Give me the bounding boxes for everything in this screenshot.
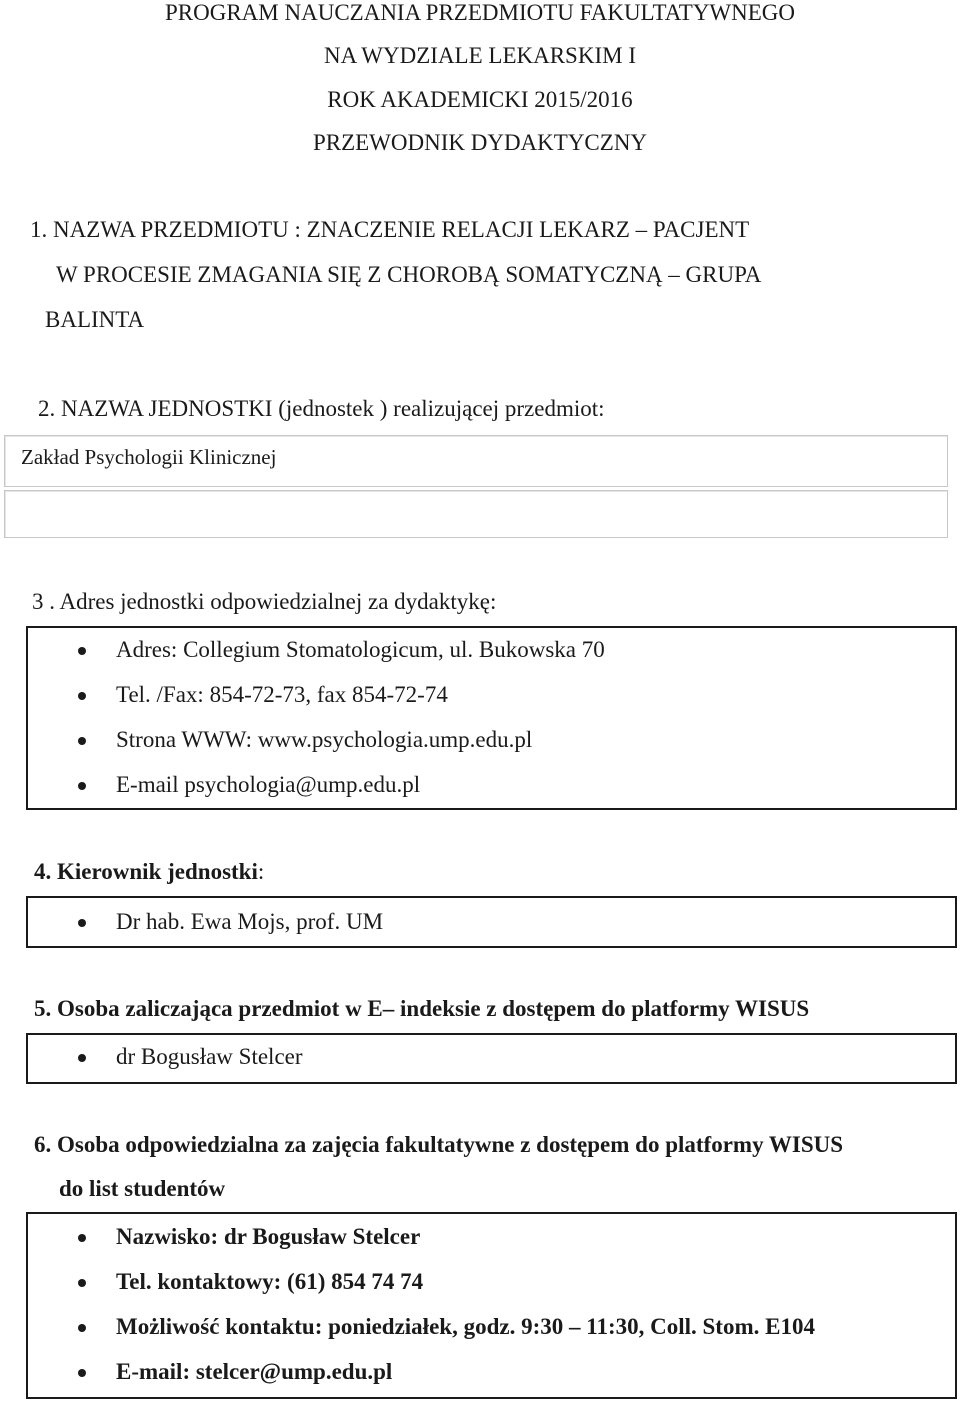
contact-email: E-mail: stelcer@ump.edu.pl bbox=[116, 1359, 393, 1384]
website-text: Strona WWW: www.psychologia.ump.edu.pl bbox=[116, 727, 533, 752]
email-text: E-mail psychologia@ump.edu.pl bbox=[116, 772, 421, 797]
responsible-person-box bbox=[26, 1212, 957, 1399]
address-heading: 3 . Adres jednostki odpowiedzialnej za dydaktykę: bbox=[32, 589, 497, 614]
bullet-icon bbox=[78, 1234, 86, 1242]
unit-name-field bbox=[4, 435, 948, 487]
doc-title-line-1: PROGRAM NAUCZANIA PRZEDMIOTU FAKULTATYWNEGO bbox=[164, 0, 796, 25]
course-name-line-3: BALINTA bbox=[45, 307, 145, 332]
bullet-icon bbox=[78, 919, 86, 927]
course-name-line-2: W PROCESIE ZMAGANIA SIĘ Z CHOROBĄ SOMATYCZNĄ – GRUPA bbox=[56, 262, 762, 287]
bullet-icon bbox=[78, 1054, 86, 1062]
address-text: Adres: Collegium Stomatologicum, ul. Bukowska 70 bbox=[116, 637, 605, 662]
doc-title-line-3: ROK AKADEMICKI 2015/2016 bbox=[327, 87, 633, 112]
bullet-icon bbox=[78, 692, 86, 700]
unit-head-heading-colon: : bbox=[257, 859, 265, 884]
contact-hours: Możliwość kontaktu: poniedziałek, godz. 9:30 – 11:30, Coll. Stom. E104 bbox=[116, 1314, 815, 1339]
grading-person-heading: 5. Osoba zaliczająca przedmiot w E– indeksie z dostępem do platformy WISUS bbox=[34, 996, 810, 1021]
bullet-icon bbox=[78, 1324, 86, 1332]
unit-head-name: Dr hab. Ewa Mojs, prof. UM bbox=[116, 909, 384, 934]
unit-name-heading: 2. NAZWA JEDNOSTKI (jednostek ) realizującej przedmiot: bbox=[38, 396, 605, 421]
bullet-icon bbox=[78, 647, 86, 655]
unit-head-heading bbox=[34, 860, 264, 883]
doc-title-line-2: NA WYDZIALE LEKARSKIM I bbox=[324, 43, 636, 68]
grading-person-name: dr Bogusław Stelcer bbox=[116, 1044, 303, 1069]
course-name-heading: 1. NAZWA PRZEDMIOTU : ZNACZENIE RELACJI LEKARZ – PACJENT bbox=[30, 217, 750, 242]
unit-head-box bbox=[26, 896, 957, 948]
contact-phone: Tel. kontaktowy: (61) 854 74 74 bbox=[116, 1269, 424, 1294]
responsible-person-heading: 6. Osoba odpowiedzialna za zajęcia fakultatywne z dostępem do platformy WISUS bbox=[34, 1132, 844, 1157]
responsible-person-heading-line-2: do list studentów bbox=[59, 1176, 226, 1201]
grading-person-box bbox=[26, 1033, 957, 1084]
bullet-icon bbox=[78, 737, 86, 745]
unit-name-field-empty bbox=[4, 490, 948, 538]
bullet-icon bbox=[78, 1279, 86, 1287]
unit-name-value: Zakład Psychologii Klinicznej bbox=[21, 445, 277, 469]
bullet-icon bbox=[78, 782, 86, 790]
phone-fax-text: Tel. /Fax: 854-72-73, fax 854-72-74 bbox=[116, 682, 448, 707]
unit-head-heading-text: 4. Kierownik jednostki bbox=[34, 859, 258, 884]
contact-name: Nazwisko: dr Bogusław Stelcer bbox=[116, 1224, 421, 1249]
address-box bbox=[26, 626, 957, 810]
bullet-icon bbox=[78, 1369, 86, 1377]
doc-title-line-4: PRZEWODNIK DYDAKTYCZNY bbox=[312, 130, 648, 155]
